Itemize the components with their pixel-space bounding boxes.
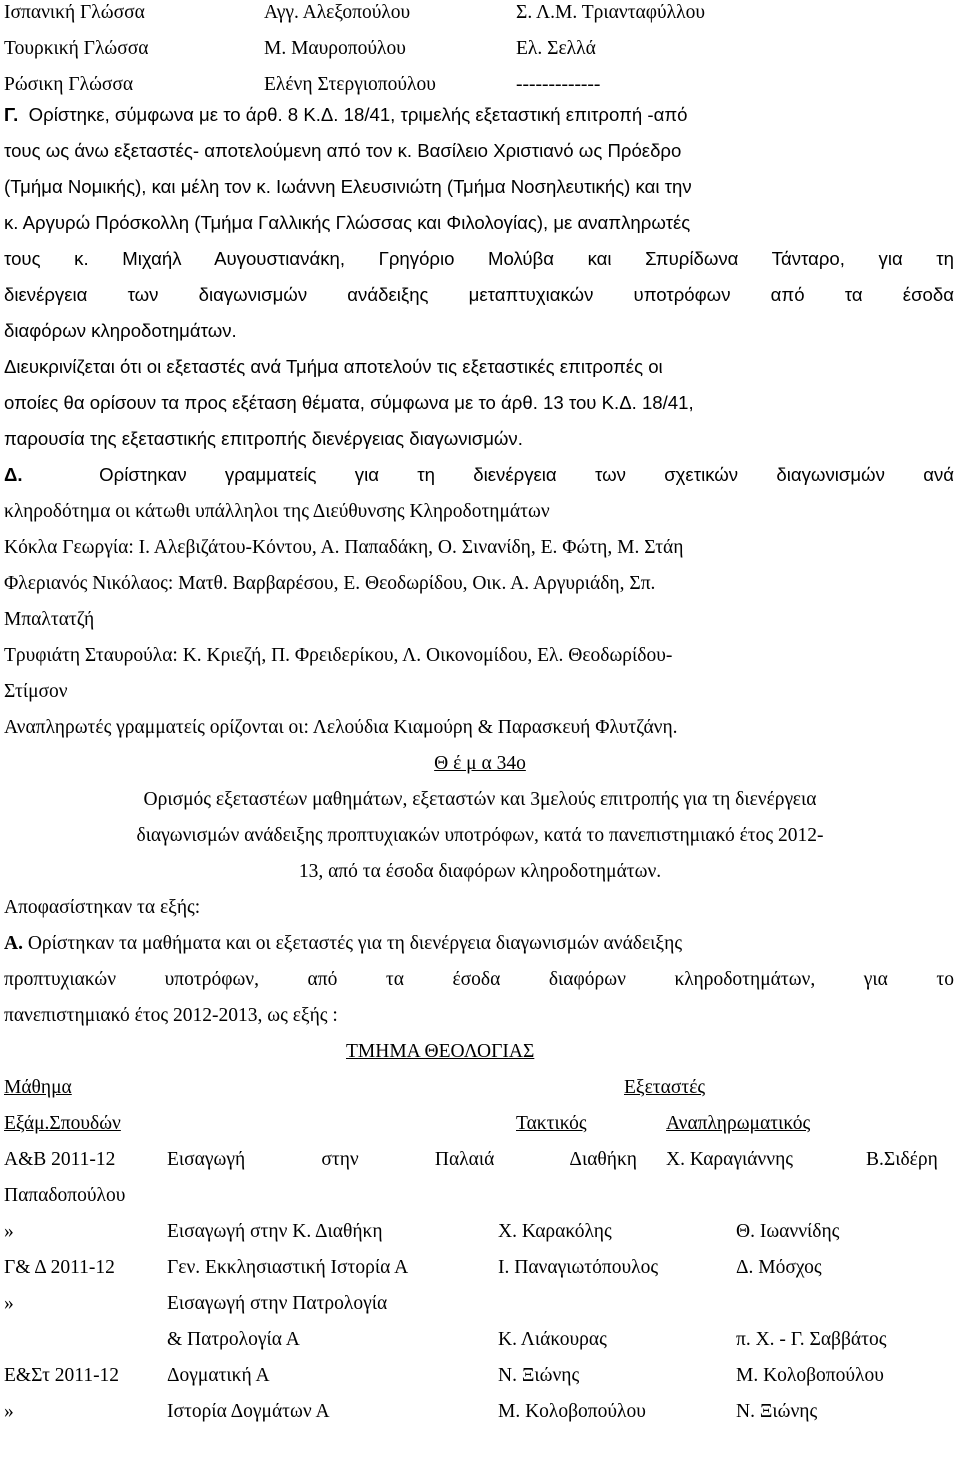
table-row-4-semester: » xyxy=(4,1293,14,1314)
clarification-line-1: Διευκρινίζεται ότι οι εξεταστές ανά Τμήμα αποτελούν τις εξεταστικές επιτροπές οι xyxy=(4,356,663,377)
lang-row-russian-lang: Ρώσικη Γλώσσα xyxy=(4,74,134,95)
table-row-5-course: & Πατρολογία Α xyxy=(167,1329,300,1350)
section-d-line-2: κληροδότημα οι κάτωθι υπάλληλοι της Διεύθυνσης Κληροδοτημάτων xyxy=(4,501,550,522)
secretaries-line-5: Στίμσον xyxy=(4,681,68,702)
secretaries-line-1: Κόκλα Γεωργία: Ι. Αλεβιζάτου-Κόντου, Α. Παπαδάκη, Ο. Σινανίδη, Ε. Φώτη, Μ. Στάη xyxy=(4,537,684,558)
table-row-2-alternate: Θ. Ιωαννίδης xyxy=(736,1221,840,1242)
table-row-1-semester: Α&Β 2011-12 xyxy=(4,1149,116,1170)
header-regular: Τακτικός xyxy=(516,1113,587,1134)
theme-title: Θ έ μ α 34ο xyxy=(434,753,526,774)
table-row-1-alternate: Β.Σιδέρη xyxy=(866,1149,938,1170)
department-title: ΤΜΗΜΑ ΘΕΟΛΟΓΙΑΣ xyxy=(346,1041,535,1062)
table-row-2-course: Εισαγωγή στην Κ. Διαθήκη xyxy=(167,1221,383,1242)
lang-row-turkish-regular: Μ. Μαυροπούλου xyxy=(264,38,406,59)
header-alternate: Αναπληρωματικός xyxy=(666,1113,811,1134)
table-row-1-course: Εισαγωγή στην Παλαιά Διαθήκη xyxy=(167,1149,637,1170)
decided-line: Αποφασίστηκαν τα εξής: xyxy=(4,897,201,918)
table-row-3-course: Γεν. Εκκλησιαστική Ιστορία Α xyxy=(167,1257,409,1278)
clarification-line-2: οποίες θα ορίσουν τα προς εξέταση θέματα, σύμφωνα με το άρθ. 13 του Κ.Δ. 18/41, xyxy=(4,392,694,413)
alternate-secretaries-line: Αναπληρωτές γραμματείς ορίζονται οι: Λελούδια Κιαμούρη & Παρασκευή Φλυτζάνη. xyxy=(4,717,678,738)
secretaries-line-2: Φλεριανός Νικόλαος: Ματθ. Βαρβαρέσου, Ε. Θεοδωρίδου, Οικ. Α. Αργυριάδη, Σπ. xyxy=(4,573,656,594)
table-row-3-alternate: Δ. Μόσχος xyxy=(736,1257,822,1278)
table-row-6-regular: Ν. Ξιώνης xyxy=(498,1365,580,1386)
lang-row-russian-alternate: ------------- xyxy=(516,74,601,95)
table-row-2-regular: Χ. Καρακόλης xyxy=(498,1221,612,1242)
theme-line-1: Ορισμός εξεταστέων μαθημάτων, εξεταστών και 3μελούς επιτροπής για τη διενέργεια xyxy=(143,789,817,810)
table-row-1-regular: Χ. Καραγιάννης xyxy=(666,1149,793,1170)
theme-line-3: 13, από τα έσοδα διαφόρων κληροδοτημάτων. xyxy=(298,861,662,882)
lang-row-spanish-regular: Αγγ. Αλεξοπούλου xyxy=(264,2,411,23)
table-row-6-semester: Ε&Στ 2011-12 xyxy=(4,1365,120,1386)
section-g-line-6: διενέργεια των διαγωνισμών ανάδειξης μεταπτυχιακών υποτρόφων από τα έσοδα xyxy=(4,284,954,305)
section-g-line-5: τους κ. Μιχαήλ Αυγουστιανάκη, Γρηγόριο Μολύβα και Σπυρίδωνα Τάνταρο, για τη xyxy=(4,248,954,269)
table-row-2-semester: » xyxy=(4,1221,14,1242)
lang-row-spanish-alternate: Σ. Λ.Μ. Τριανταφύλλου xyxy=(516,2,705,23)
table-row-6-course: Δογματική Α xyxy=(167,1365,270,1386)
header-examiners: Εξεταστές xyxy=(624,1077,706,1098)
section-g-line-4: κ. Αργυρώ Πρόσκολλη (Τμήμα Γαλλικής Γλώσσας και Φιλολογίας), με αναπληρωτές xyxy=(4,212,691,233)
section-g-line-1: Γ. Ορίστηκε, σύμφωνα με το άρθ. 8 Κ.Δ. 18/41, τριμελής εξεταστική επιτροπή -από xyxy=(4,104,688,125)
table-row-4-course: Εισαγωγή στην Πατρολογία xyxy=(167,1293,388,1314)
table-row-6-alternate: Μ. Κολοβοπούλου xyxy=(736,1365,884,1386)
header-course: Μάθημα xyxy=(4,1077,72,1098)
table-row-7-semester: » xyxy=(4,1401,14,1422)
table-row-3-regular: Ι. Παναγιωτόπουλος xyxy=(498,1257,659,1278)
table-row-7-alternate: Ν. Ξιώνης xyxy=(736,1401,818,1422)
section-g-line-7: διαφόρων κληροδοτημάτων. xyxy=(4,320,237,341)
secretaries-line-4: Τρυφιάτη Σταυρούλα: Κ. Κριεζή, Π. Φρειδερίκου, Λ. Οικονομίδου, Ελ. Θεοδωρίδου- xyxy=(4,645,673,666)
clarification-line-3: παρουσία της εξεταστικής επιτροπής διενέργειας διαγωνισμών. xyxy=(4,428,523,449)
section-a-line-2: προπτυχιακών υποτρόφων, από τα έσοδα διαφόρων κληροδοτημάτων, για το xyxy=(4,969,954,990)
section-g-line-2: τους ως άνω εξεταστές- αποτελούμενη από τον κ. Βασίλειο Χριστιανό ως Πρόεδρο xyxy=(4,140,682,161)
secretaries-line-3: Μπαλτατζή xyxy=(4,609,95,630)
section-a-marker: Α. xyxy=(4,933,23,954)
table-row-3-semester: Γ& Δ 2011-12 xyxy=(4,1257,115,1278)
lang-row-turkish-alternate: Ελ. Σελλά xyxy=(516,38,596,59)
lang-row-spanish-lang: Ισπανική Γλώσσα xyxy=(4,2,145,23)
table-row-5-regular: Κ. Λιάκουρας xyxy=(498,1329,607,1350)
lang-row-turkish-lang: Τουρκική Γλώσσα xyxy=(4,38,149,59)
section-a-line-3: πανεπιστημιακό έτος 2012-2013, ως εξής : xyxy=(4,1005,338,1026)
header-semester: Εξάμ.Σπουδών xyxy=(4,1113,121,1134)
section-d-marker: Δ. xyxy=(4,464,23,485)
lang-row-russian-regular: Ελένη Στεργιοπούλου xyxy=(264,74,436,95)
table-row-7-course: Ιστορία Δογμάτων Α xyxy=(167,1401,330,1422)
table-row-7-regular: Μ. Κολοβοπούλου xyxy=(498,1401,646,1422)
table-row-1-alternate-cont: Παπαδοπούλου xyxy=(4,1185,126,1206)
section-g-line-3: (Τμήμα Νομικής), και μέλη τον κ. Ιωάννη Ελευσινιώτη (Τμήμα Νοσηλευτικής) και την xyxy=(4,176,692,197)
table-row-5-alternate: π. Χ. - Γ. Σαββάτος xyxy=(736,1329,887,1350)
theme-line-2: διαγωνισμών ανάδειξης προπτυχιακών υποτρόφων, κατά το πανεπιστημιακό έτος 2012- xyxy=(136,825,824,846)
section-g-marker: Γ. xyxy=(4,104,19,125)
section-d-line-1: Δ. Ορίστηκαν γραμματείς για τη διενέργεια των σχετικών διαγωνισμών ανά xyxy=(4,464,954,485)
section-a-line-1: Α. Ορίστηκαν τα μαθήματα και οι εξεταστές για τη διενέργεια διαγωνισμών ανάδειξης xyxy=(4,933,683,954)
